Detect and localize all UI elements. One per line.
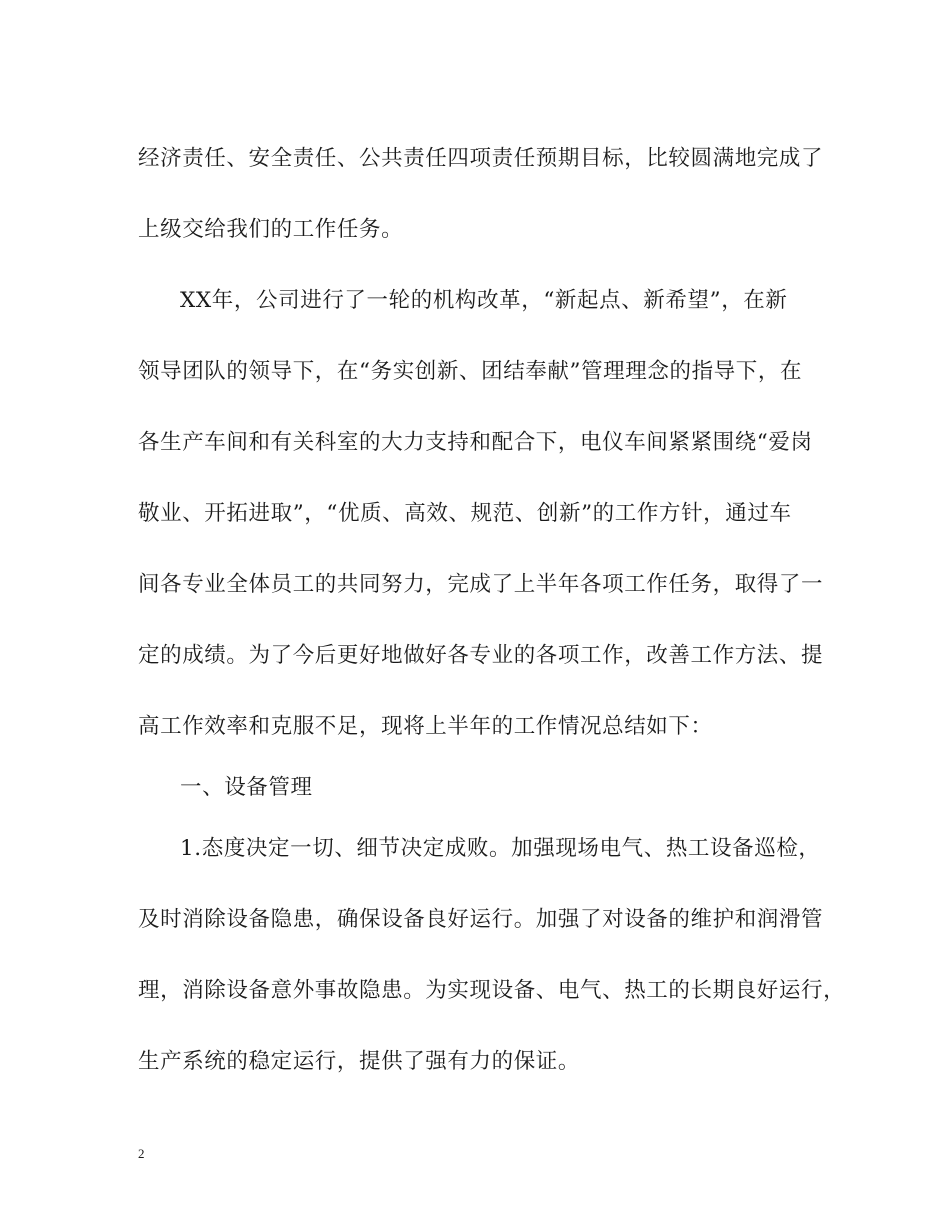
text-line: 领导团队的领导下，在“务实创新、团结奉献”管理理念的指导下，在 xyxy=(138,359,803,384)
text-line: 敬业、开拓进取”，“优质、高效、规范、创新”的工作方针，通过车 xyxy=(138,501,792,526)
text-line: 间各专业全体员工的共同努力，完成了上半年各项工作任务，取得了一 xyxy=(138,572,824,597)
text-line: 理，消除设备意外事故隐患。为实现设备、电气、热工的长期良好运行， xyxy=(138,978,846,1003)
text-line: 各生产车间和有关科室的大力支持和配合下，电仪车间紧紧围绕“爱岗 xyxy=(138,430,813,455)
text-line: 经济责任、安全责任、公共责任四项责任预期目标，比较圆满地完成了 xyxy=(138,146,824,171)
section-heading: 一、设备管理 xyxy=(180,775,313,800)
text-line: 生产系统的稳定运行，提供了强有力的保证。 xyxy=(138,1049,581,1074)
text-line: XX年，公司进行了一轮的机构改革，“新起点、新希望”，在新 xyxy=(180,288,788,313)
text-line: 及时消除设备隐患，确保设备良好运行。加强了对设备的维护和润滑管 xyxy=(138,907,824,932)
text-line: 定的成绩。为了今后更好地做好各专业的各项工作，改善工作方法、提 xyxy=(138,643,824,668)
text-line: 高工作效率和克服不足，现将上半年的工作情况总结如下： xyxy=(138,714,713,739)
text-line: 上级交给我们的工作任务。 xyxy=(138,217,404,242)
text-line: 1.态度决定一切、细节决定成败。加强现场电气、热工设备巡检， xyxy=(180,836,821,861)
page-number: 2 xyxy=(138,1146,145,1161)
